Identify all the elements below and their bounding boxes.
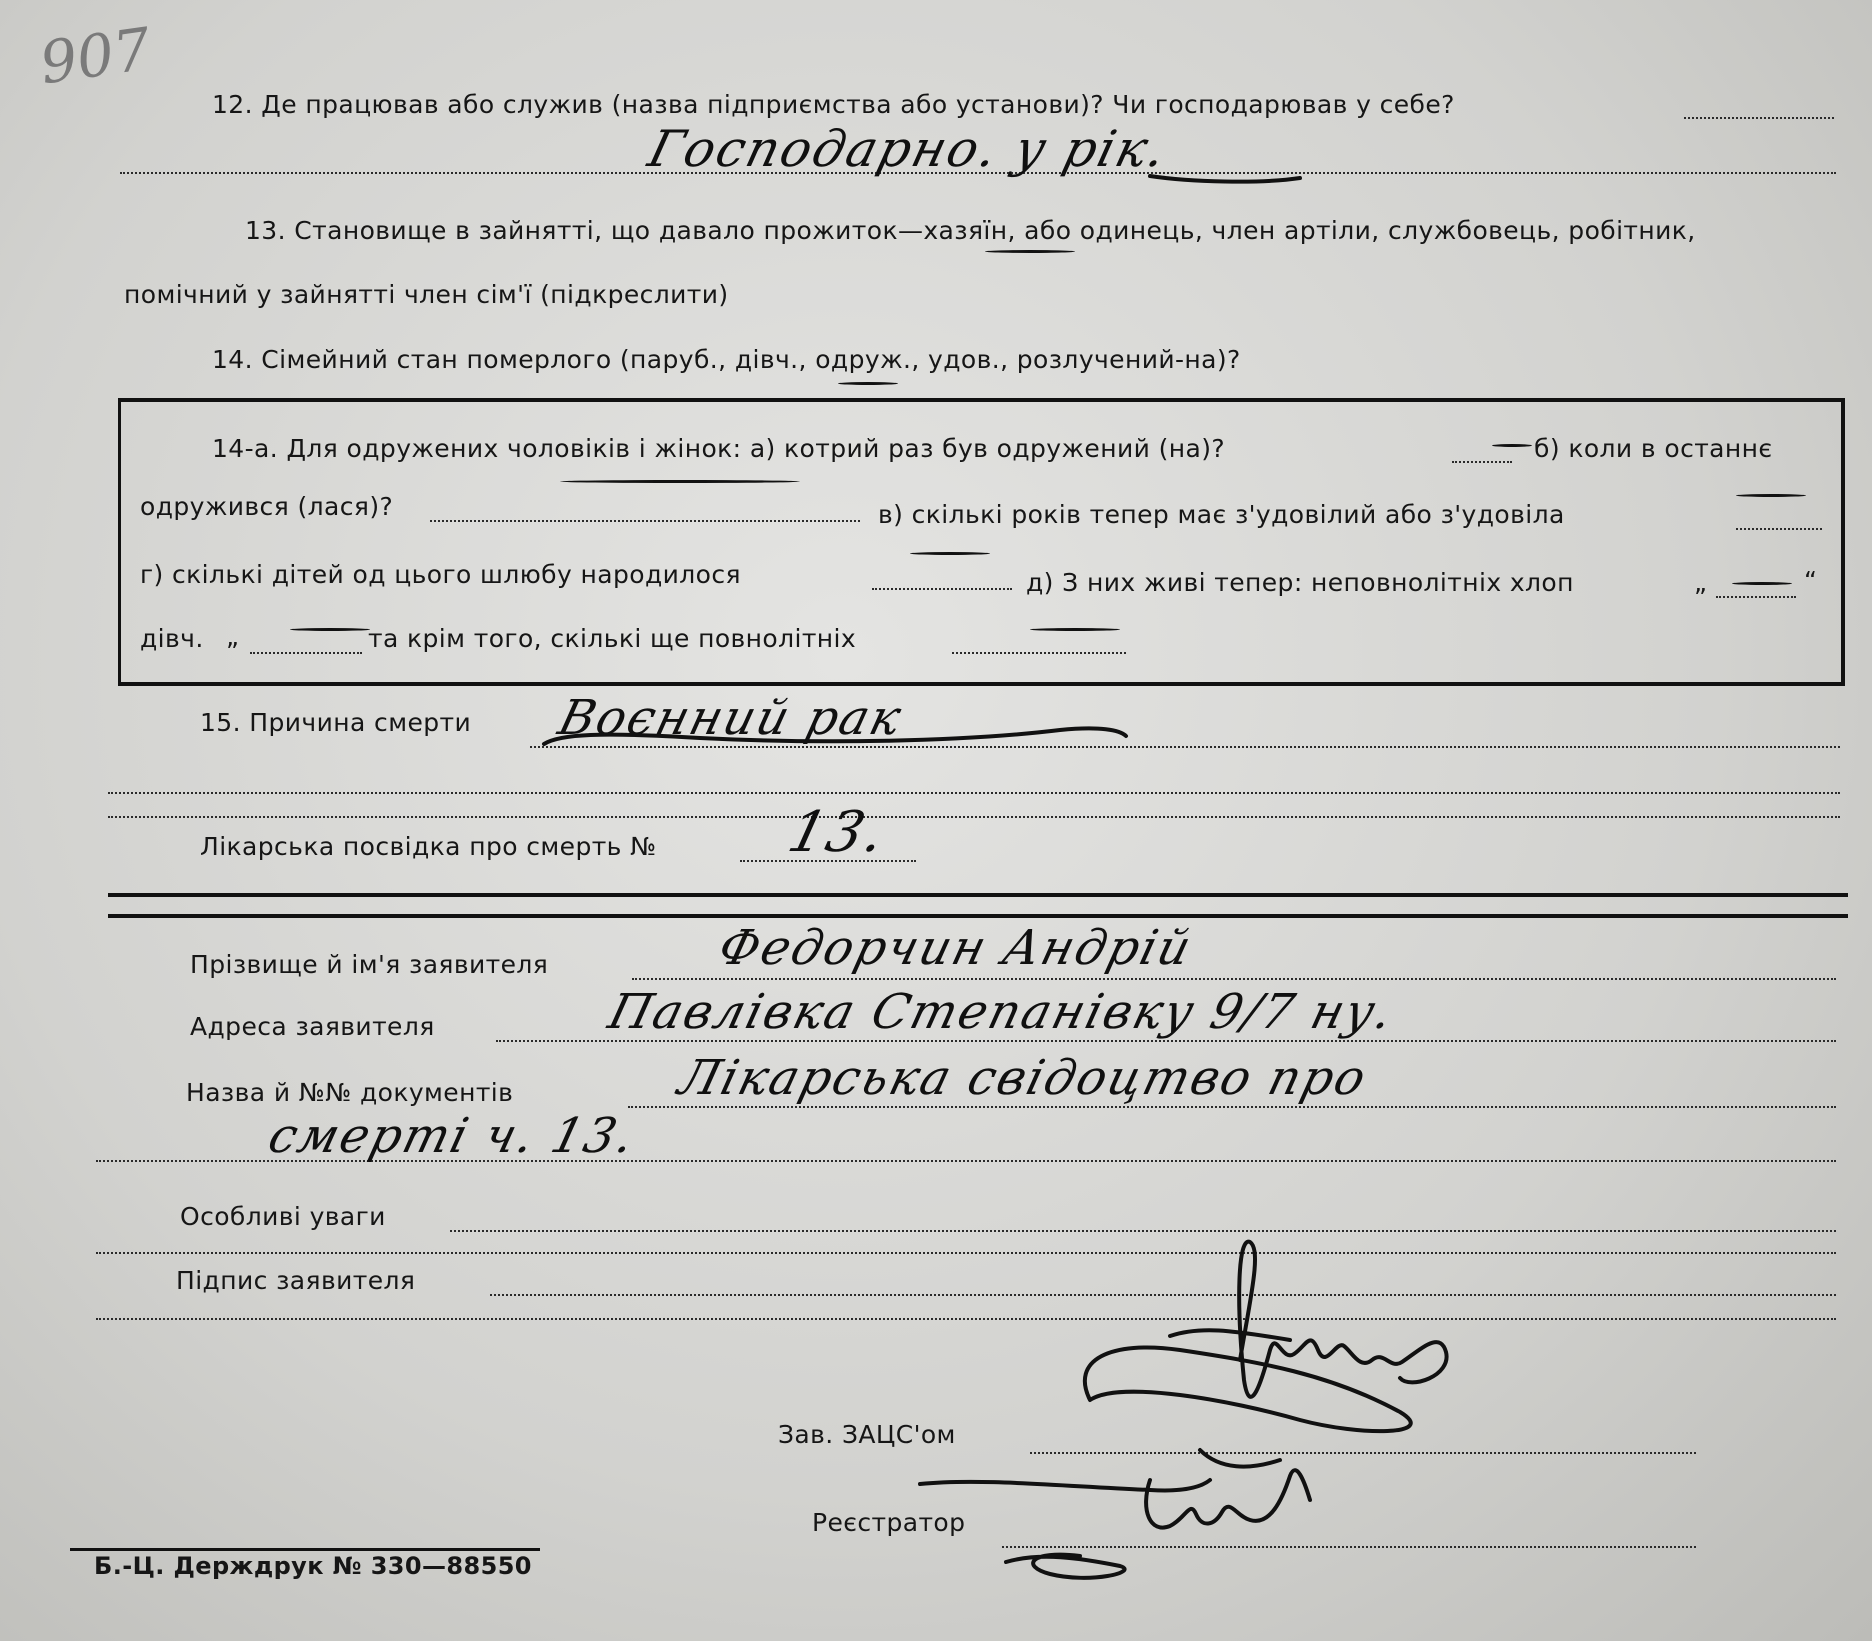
q14a-line2a: одружився (лася)? [140, 492, 394, 521]
registrar-signature-underline [1006, 1555, 1125, 1578]
q15-answer-flourish [544, 728, 1126, 744]
applicant-docs-value-1: Лікарська свідоцтво про [673, 1050, 1374, 1106]
certificate-number: 13. [781, 800, 894, 865]
pencil-note: 907 [35, 14, 155, 98]
applicant-name-label: Прізвище й ім'я заявителя [190, 950, 549, 979]
q14a-line4b: та крім того, скількі ще повнолітніх [368, 624, 857, 653]
signature-label: Підпис заявителя [176, 1266, 416, 1295]
footer-rule [70, 1548, 540, 1551]
q14a-line3a: г) скількі дітей од цього шлюбу народилося [140, 560, 741, 589]
q13-line1: 13. Становище в зайнятті, що давало прожиток—хазяїн, або одинець, член артіли, службовець, робітник, [245, 216, 1696, 245]
remarks-label: Особливі уваги [180, 1202, 386, 1231]
applicant-docs-label: Назва й №№ документів [186, 1078, 514, 1107]
applicant-signature-ink [1239, 1242, 1446, 1397]
q12-label: 12. Де працював або служив (назва підприємства або установи)? Чи господарював у себе? [212, 90, 1455, 119]
registrar-signature-ink [1146, 1470, 1310, 1527]
q14a-line4a: дівч. [140, 624, 204, 653]
applicant-docs-value-2: смерті ч. 13. [263, 1108, 642, 1164]
q14a-line3-open-quote: „ [1694, 568, 1708, 597]
q13-line2: помічний у зайнятті член сім'ї (підкреслити) [124, 280, 729, 309]
q14-label: 14. Сімейний стан померлого (паруб., дівч., одруж., удов., розлучений-на)? [212, 345, 1241, 374]
q14a-line2b: в) скількі років тепер має з'удовілий або з'удовіла [878, 500, 1565, 529]
q12-answer-tail [1150, 176, 1300, 182]
applicant-address-label: Адреса заявителя [190, 1012, 435, 1041]
registrar-label: Реєстратор [812, 1508, 966, 1537]
printer-imprint: Б.-Ц. Держдрук № 330—88550 [94, 1552, 532, 1580]
applicant-address-value: Павлівка Степанівку 9/7 ну. [603, 984, 1400, 1040]
q14a-line1: 14-а. Для одружених чоловіків і жінок: а) котрий раз був одружений (на)? [212, 434, 1226, 463]
head-zags-label: Зав. ЗАЦС'ом [778, 1420, 956, 1449]
certificate-label: Лікарська посвідка про смерть № [200, 832, 657, 861]
q14a-line1b: б) коли в останнє [1534, 434, 1773, 463]
q14a-line4-quote: „ [226, 622, 240, 651]
applicant-name-value: Федорчин Андрій [713, 920, 1199, 976]
q12-answer: Господарно. у рік. [642, 120, 1174, 178]
q14a-line3-close-quote: “ [1804, 566, 1818, 595]
head-signature-ink [920, 1480, 1210, 1491]
q15-answer: Воєнний рак [553, 690, 909, 746]
q15-label: 15. Причина смерти [200, 708, 472, 737]
q14a-line3b: д) З них живі тепер: неповнолітніх хлоп [1026, 568, 1574, 597]
